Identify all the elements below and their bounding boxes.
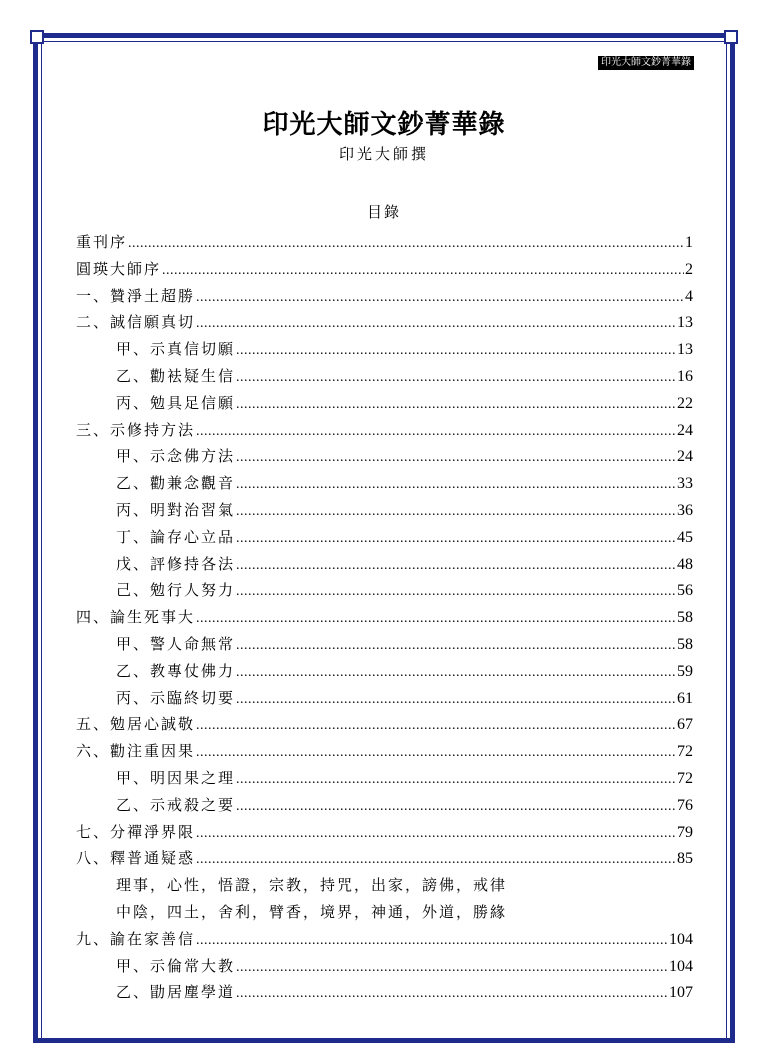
toc-entry[interactable]: 二、誠信願真切 ..... 13	[76, 309, 693, 336]
toc-entry[interactable]: 六、勸注重因果 ..... 72	[76, 738, 693, 765]
toc-subentry[interactable]: 乙、勸袪疑生信 ..... 16	[76, 363, 693, 390]
toc-subentry[interactable]: 乙、勸兼念觀音 ..... 33	[76, 470, 693, 497]
toc-entry[interactable]: 三、示修持方法 ..... 24	[76, 417, 693, 444]
toc-heading: 目錄	[366, 203, 401, 221]
toc-subentry[interactable]: 甲、明因果之理 ..... 72	[76, 765, 693, 792]
toc-entry[interactable]: 五、勉居心誠敬 ..... 67	[76, 711, 693, 738]
corner-ornament-tl	[30, 30, 44, 44]
toc-topic-list: 中陰，四土，舍利，臂香，境界，神通，外道，勝緣	[116, 902, 508, 921]
toc-subentry[interactable]: 己、勉行人努力 ..... 56	[76, 577, 693, 604]
toc-entry[interactable]: 圓瑛大師序 ..... 2	[76, 256, 693, 283]
toc-entry[interactable]: 七、分禪淨界限 ..... 79	[76, 819, 693, 846]
toc-entry[interactable]: 四、論生死事大 ..... 58	[76, 604, 693, 631]
toc-subentry[interactable]: 丙、勉具足信願 ..... 22	[76, 390, 693, 417]
toc-subentry[interactable]: 乙、勖居塵學道 ..... 107	[76, 979, 693, 1006]
toc-subentry[interactable]: 乙、教專仗佛力 ..... 59	[76, 658, 693, 685]
document-title: 印光大師文鈔菁華錄	[262, 110, 506, 140]
toc-entry[interactable]: 一、贊淨土超勝 ..... 4	[76, 283, 693, 310]
toc-subentry[interactable]: 乙、示戒殺之要 ..... 76	[76, 792, 693, 819]
toc-entry[interactable]: 重刊序 ..... 1	[76, 229, 693, 256]
toc-subentry[interactable]: 甲、示念佛方法 ..... 24	[76, 443, 693, 470]
toc-subentry[interactable]: 戊、評修持各法 ..... 48	[76, 551, 693, 578]
toc-subentry[interactable]: 丁、論存心立品 ..... 45	[76, 524, 693, 551]
toc-subentry[interactable]: 丙、示臨終切要 ..... 61	[76, 685, 693, 712]
table-of-contents	[76, 229, 693, 1006]
toc-subentry[interactable]: 甲、示真信切願 ..... 13	[76, 336, 693, 363]
running-header: 印光大師文鈔菁華錄	[598, 56, 694, 70]
corner-ornament-tr	[724, 30, 738, 44]
document-author: 印光大師撰	[338, 145, 429, 163]
toc-entry[interactable]: 九、諭在家善信 ..... 104	[76, 926, 693, 953]
toc-subentry[interactable]: 甲、警人命無常 ..... 58	[76, 631, 693, 658]
toc-entry[interactable]: 八、釋普通疑惑 ..... 85	[76, 845, 693, 872]
toc-topic-list: 理事，心性，悟證，宗教，持咒，出家，謗佛，戒律	[116, 876, 508, 895]
toc-subentry[interactable]: 甲、示倫常大教 ..... 104	[76, 953, 693, 980]
toc-subentry[interactable]: 丙、明對治習氣 ..... 36	[76, 497, 693, 524]
